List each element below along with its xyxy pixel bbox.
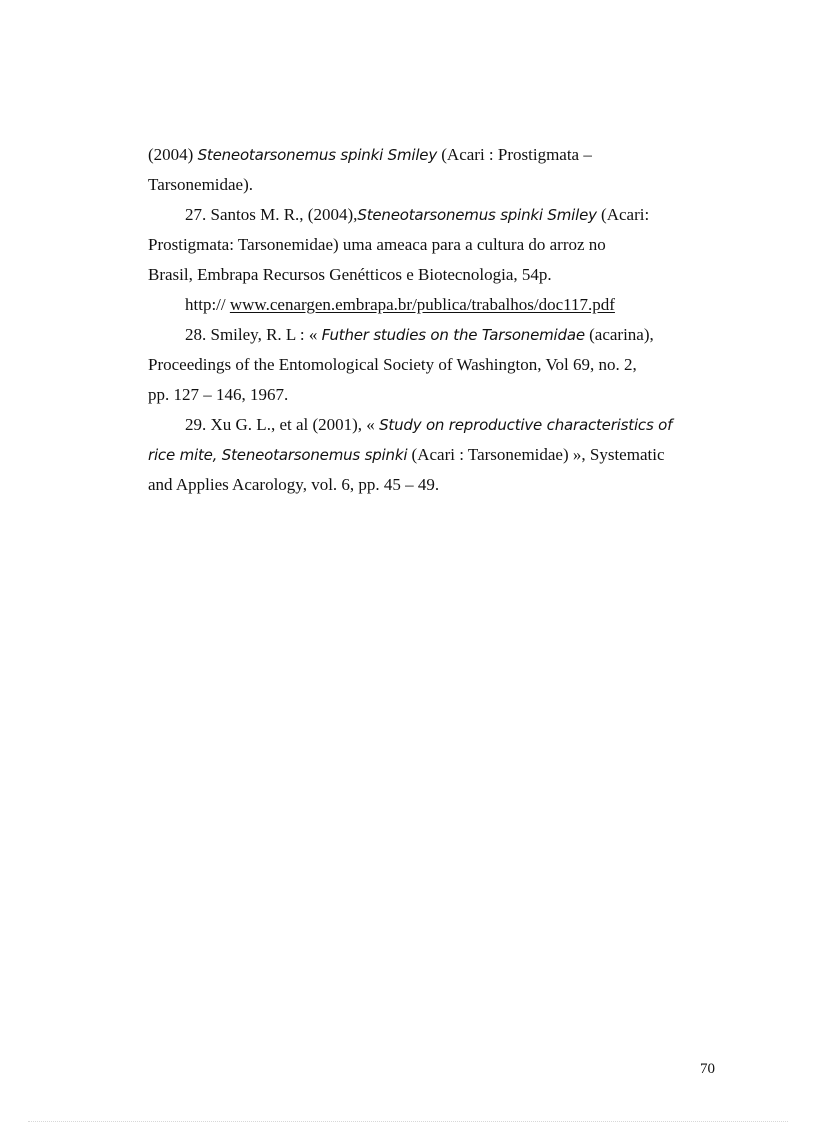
reference-27-authors: 27. Santos M. R., (2004), [185, 205, 358, 224]
reference-27-url-prefix: http:// [185, 295, 230, 314]
reference-26-classification: (Acari : Prostigmata – [437, 145, 592, 164]
reference-27-url-line [148, 290, 723, 320]
reference-28-taxon: (acarina), [584, 325, 654, 344]
reference-26-continuation-line-1 [148, 140, 723, 170]
reference-29-line-3: and Applies Acarology, vol. 6, pp. 45 – 49. [148, 475, 440, 494]
reference-28-title: Futher studies on the Tarsonemidae [321, 326, 585, 344]
reference-29-title-start: Study on reproductive characteristics of [379, 416, 673, 434]
reference-list [148, 140, 723, 500]
reference-29-journal-start: (Acari : Tarsonemidae) », Systematic [407, 445, 665, 464]
reference-28-authors: 28. Smiley, R. L : « [185, 325, 322, 344]
reference-27-classification: (Acari: [596, 205, 650, 224]
reference-27-line-3: Brasil, Embrapa Recursos Genétticos e Biotecnologia, 54p. [148, 265, 552, 284]
reference-27-line-1 [148, 200, 723, 230]
reference-26-continuation-line-2: Tarsonemidae). [148, 175, 254, 194]
page-number: 70 [700, 1061, 715, 1077]
reference-26-year: (2004) [148, 145, 198, 164]
reference-28-line-3: pp. 127 – 146, 1967. [148, 385, 289, 404]
reference-29-line-2 [148, 440, 723, 470]
reference-28-line-2: Proceedings of the Entomological Society of Washington, Vol 69, no. 2, [148, 355, 637, 374]
page-bottom-dotted-rule [28, 1121, 788, 1122]
reference-27-line-2: Prostigmata: Tarsonemidae) uma ameaca para a cultura do arroz no [148, 235, 606, 254]
reference-29-title-end: rice mite, Steneotarsonemus spinki [148, 446, 408, 464]
reference-27-species: Steneotarsonemus spinki Smiley [357, 206, 597, 224]
reference-26-species: Steneotarsonemus spinki Smiley [197, 146, 437, 164]
reference-28-line-1 [148, 320, 723, 350]
reference-29-line-1 [148, 410, 723, 440]
reference-29-authors: 29. Xu G. L., et al (2001), « [185, 415, 380, 434]
reference-27-url-link[interactable]: www.cenargen.embrapa.br/publica/trabalhos/doc117.pdf [229, 295, 615, 314]
